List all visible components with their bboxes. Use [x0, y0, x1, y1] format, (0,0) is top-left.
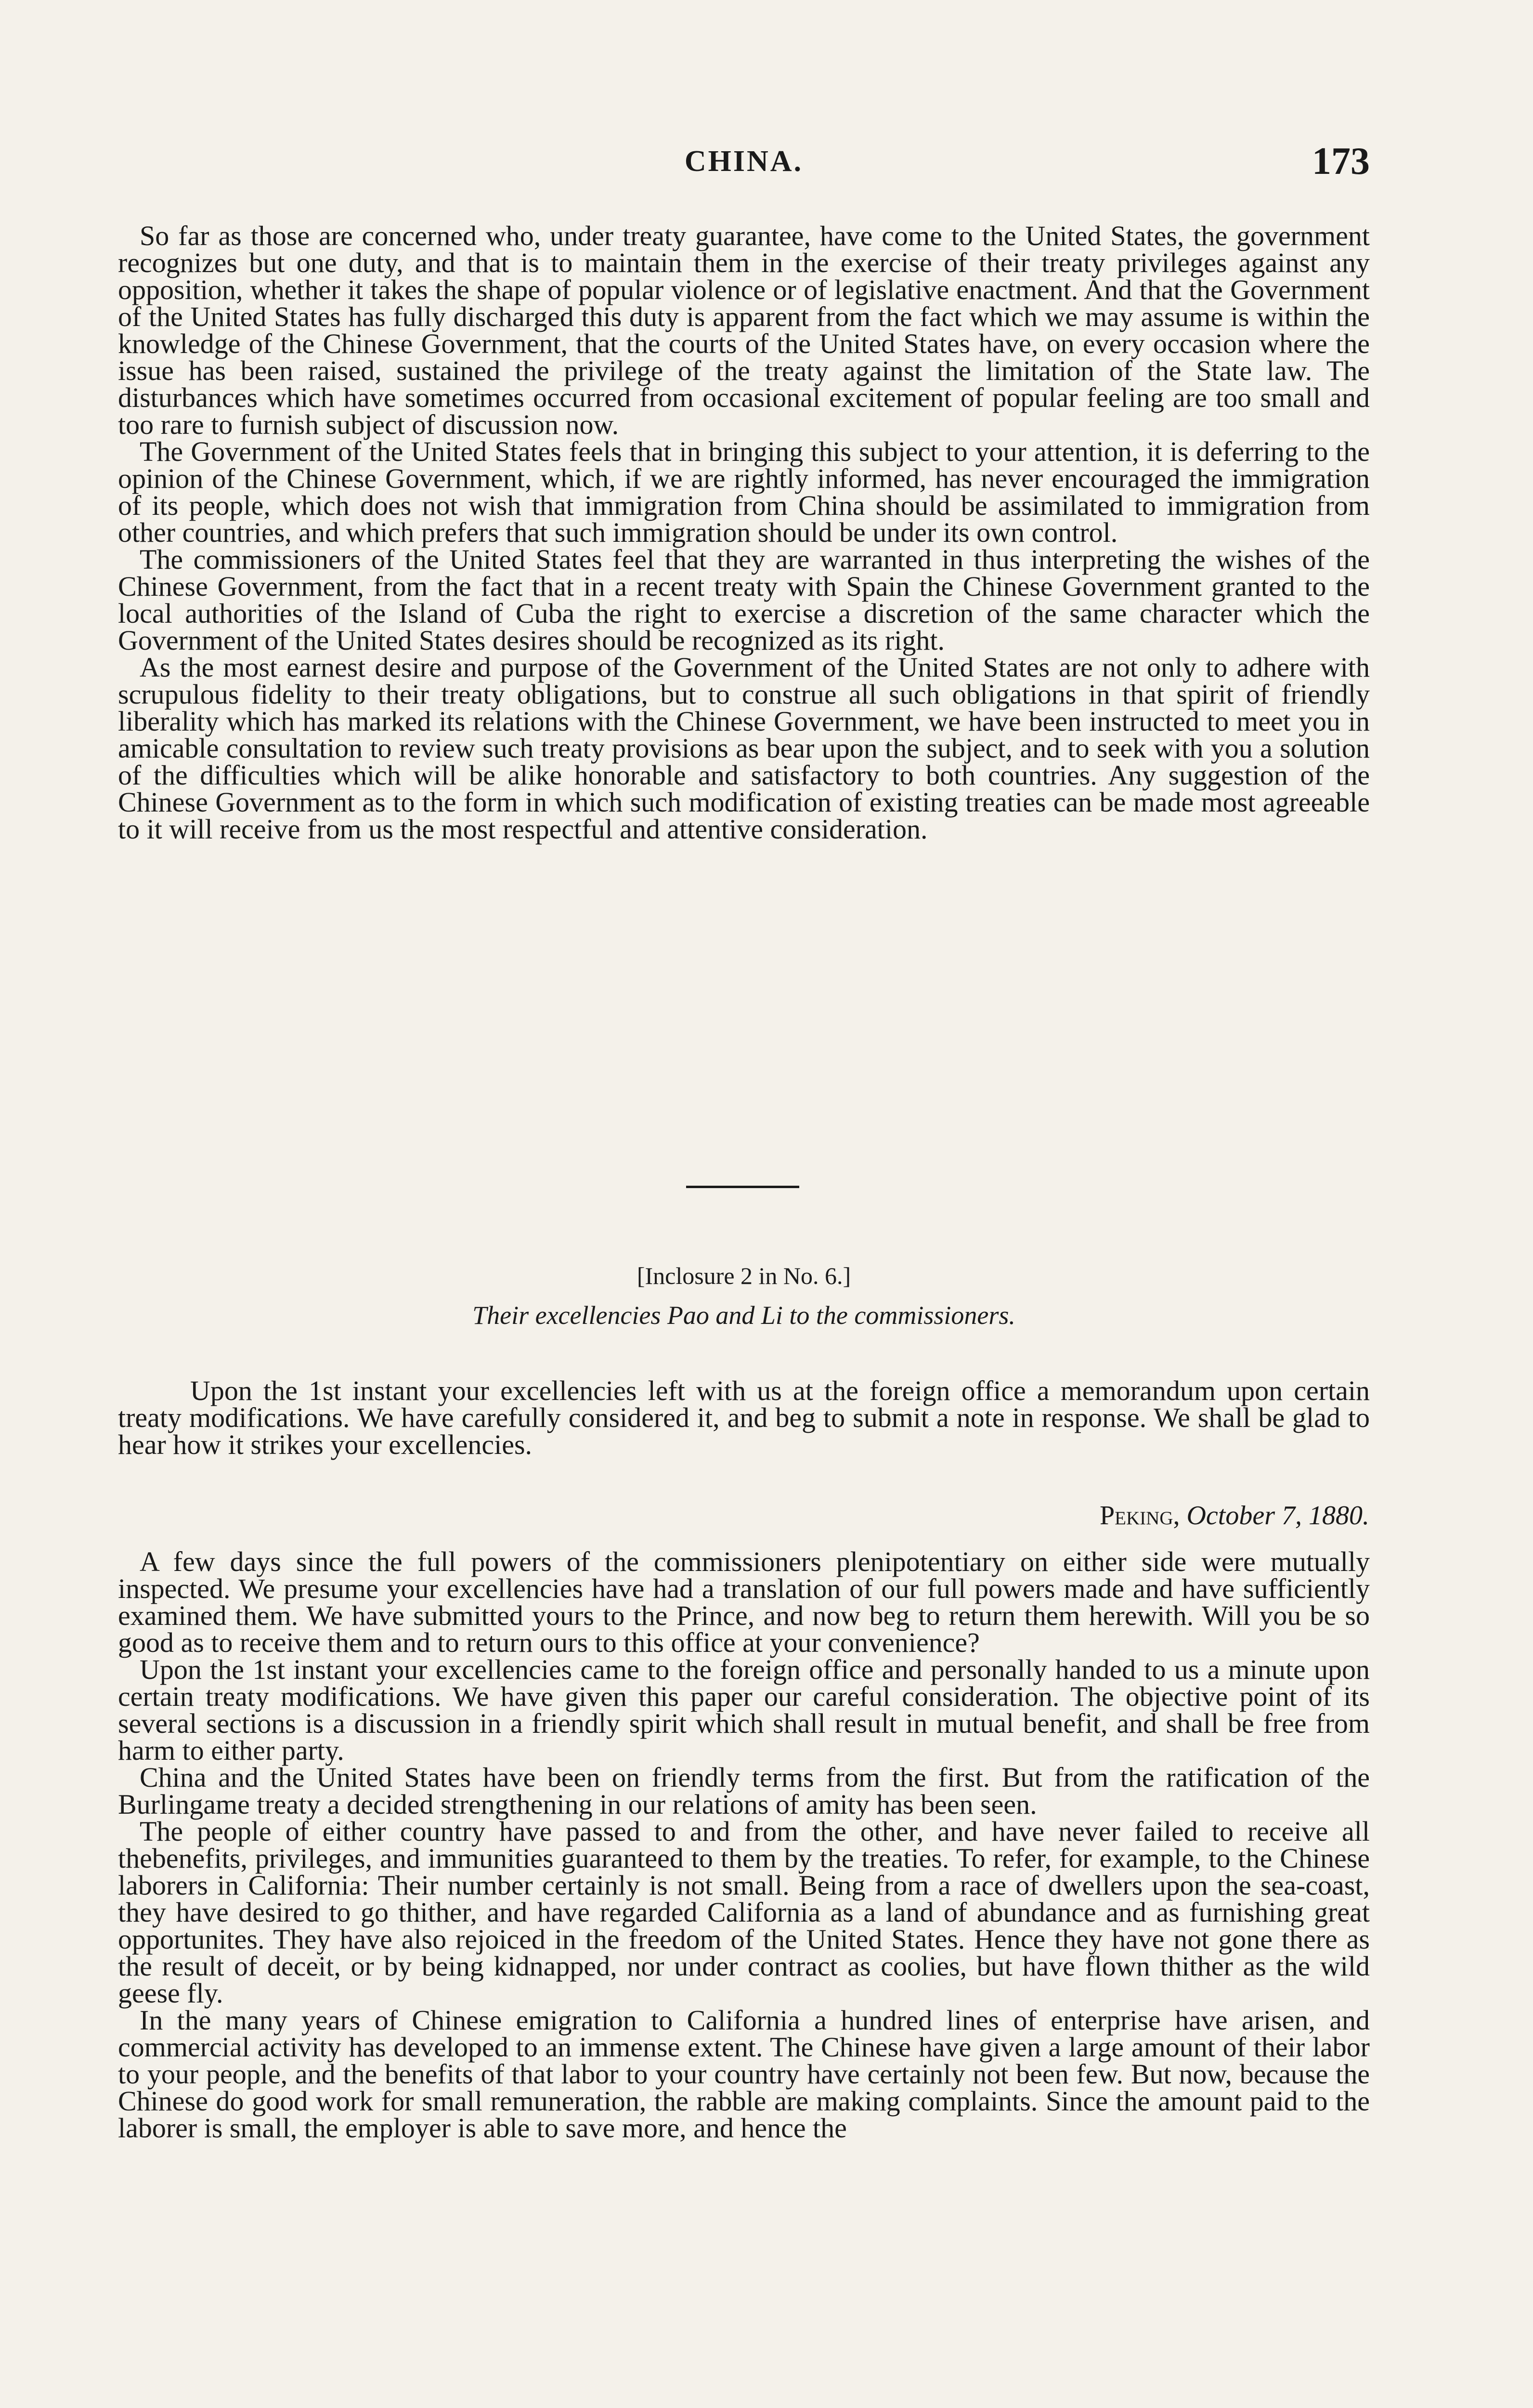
paragraph: Upon the 1st instant your excellencies left with us at the foreign office a memorandum upon certain treaty modifications. We have carefully considered it, and beg to submit a note in response. We shall be glad to hear how it strikes your excellencies. — [118, 1375, 1370, 1460]
paragraph: The people of either country have passed to and from the other, and have never failed to receive all thebenefits, privileges, and immunities guaranteed to them by the treaties. To refer, for example, to the Chinese laborers in California: Their number certainly is not small. Being from a race of dwellers upon the sea-coast, they have desired to go thither, and have regarded California as a land of abundance and as furnishing great opportunites. They have also rejoiced in the freedom of the United States. Hence they have not gone there as the result of deceit, or by being kidnapped, nor under contract as coolies, but have flown thither as the wild geese fly. — [118, 1816, 1370, 2009]
memorandum-text — [118, 222, 1370, 843]
paragraph: So far as those are concerned who, under treaty guarantee, have come to the United States, the government recognizes but one duty, and that is to maintain them in the exercise of their treaty privileges against any opposition, whether it takes the shape of popular violence or of legislative enactment. And that the Government of the United States has fully discharged this duty is apparent from the fact which we may assume is within the knowledge of the Chinese Government, that the courts of the United States have, on every occasion where the issue has been raised, sustained the privilege of the treaty against the limitation of the State law. The disturbances which have sometimes occurred from occasional excitement of popular feeling are too small and too rare to furnish subject of discussion now. — [118, 220, 1370, 440]
enclosure-label: [Inclosure 2 in No. 6.] — [637, 1262, 851, 1289]
paragraph: As the most earnest desire and purpose of the Government of the United States are not only to adhere with scrupulous fidelity to their treaty obligations, but to construe all such obligations in that spirit of friendly liberality which has marked its relations with the Chinese Government, we have been instructed to meet you in amicable consultation to review such treaty provisions as bear upon the subject, and to seek with you a solution of the difficulties which will be alike honorable and satisfactory to both countries. Any suggestion of the Chinese Government as to the form in which such modification of existing treaties can be made most agreeable to it will receive from us the most respectful and attentive consideration. — [118, 652, 1370, 845]
page-title: CHINA. — [684, 145, 804, 178]
paragraph: Upon the 1st instant your excellencies came to the foreign office and personally handed to us a minute upon certain treaty modifications. We have given this paper our careful consideration. The objective point of its several sections is a discussion in a friendly spirit which shall result in mutual benefit, and shall be free from harm to either party. — [118, 1654, 1370, 1766]
dateline-place: Peking, — [1100, 1501, 1180, 1531]
running-head — [118, 140, 1370, 193]
cover-note — [118, 1377, 1370, 1458]
paragraph: The commissioners of the United States feel that they are warranted in thus interpreting the wishes of the Chinese Government, from the fact that in a recent treaty with Spain the Chinese Government granted to the local authorities of the Island of Cuba the right to exercise a discretion of the same character which the Government of the United States desires should be recognized as its right. — [118, 544, 1370, 656]
section-title: Their excellencies Pao and Li to the commissioners. — [472, 1301, 1015, 1330]
paragraph: The Government of the United States feels that in bringing this subject to your attention, it is deferring to the opinion of the Chinese Government, which, if we are rightly informed, has never encouraged the immigration of its people, which does not wish that immigration from China should be assimilated to immigration from other countries, and which prefers that such immigration should be under its own control. — [118, 436, 1370, 548]
paragraph: In the many years of Chinese emigration to California a hundred lines of enterprise have arisen, and commercial activity has developed to an immense extent. The Chinese have given a large amount of their labor to your people, and the benefits of that labor to your country have certainly not been few. But now, because the Chinese do good work for small remuneration, the rabble are making complaints. Since the amount paid to the laborer is small, the employer is able to save more, and hence the — [118, 2004, 1370, 2144]
paragraph: China and the United States have been on friendly terms from the first. But from the ratification of the Burlingame treaty a decided strengthening in our relations of amity has been seen. — [118, 1762, 1370, 1820]
dateline — [1100, 1500, 1369, 1531]
letter-text — [118, 1548, 1370, 2142]
section-divider — [686, 1186, 799, 1188]
dateline-date: October 7, 1880. — [1186, 1501, 1369, 1531]
page-number: 173 — [1312, 140, 1370, 183]
paragraph: A few days since the full powers of the commissioners plenipotentiary on either side were mutually inspected. We presume your excellencies have had a translation of our full powers made and have sufficiently examined them. We have submitted yours to the Prince, and now beg to return them herewith. Will you be so good as to receive them and to return ours to this office at your convenience? — [118, 1546, 1370, 1658]
